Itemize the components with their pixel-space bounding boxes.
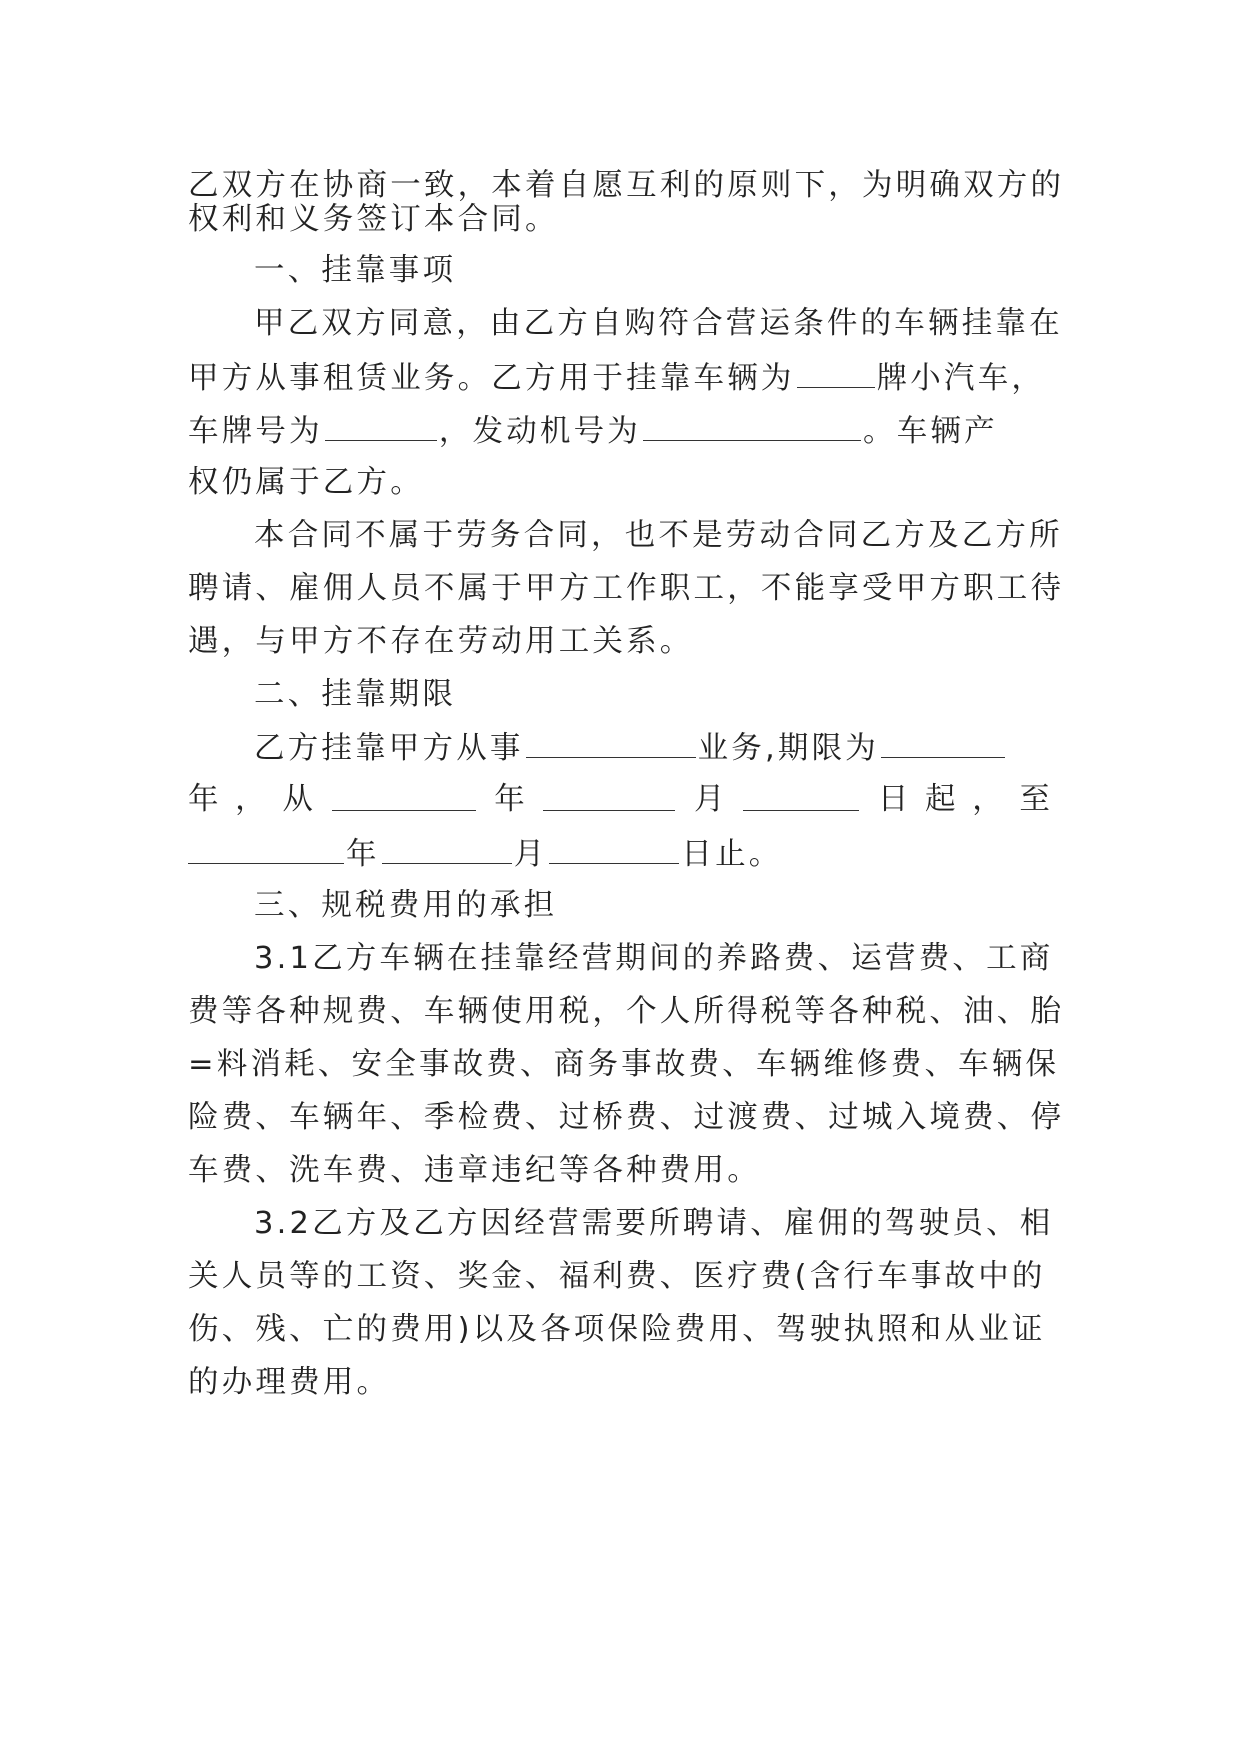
text-line: 权利和义务签订本合同。: [188, 202, 559, 237]
text-line: [188, 780, 1050, 820]
text-segment: ，发动机号为: [438, 414, 642, 449]
text-segment: ，: [972, 782, 1003, 817]
text-segment: 年: [494, 782, 525, 817]
section-heading: 三、规税费用的承担: [254, 888, 558, 923]
text-segment: 业务,期限为: [697, 731, 880, 766]
blank-field: [743, 780, 859, 811]
text-line: 权仍属于乙方。: [188, 465, 424, 500]
blank-field: [643, 410, 861, 441]
blank-field: [382, 833, 512, 864]
text-line: [254, 727, 1007, 767]
text-segment: 起: [925, 782, 956, 817]
text-segment: 牌小汽车，: [876, 361, 1046, 396]
text-segment: 月: [513, 837, 548, 872]
blank-field: [881, 727, 1005, 758]
text-segment: 月: [694, 782, 725, 817]
text-line: 甲乙双方同意，由乙方自购符合营运条件的车辆挂靠在: [254, 306, 1063, 341]
text-segment: 日: [877, 782, 909, 817]
section-heading: 二、挂靠期限: [254, 677, 457, 712]
text-segment: ，: [235, 782, 266, 817]
text-segment: 从: [282, 782, 313, 817]
text-line: 3.2乙方及乙方因经营需要所聘请、雇佣的驾驶员、相: [254, 1206, 1054, 1241]
text-segment: 至: [1019, 782, 1050, 817]
text-line: 聘请、雇佣人员不属于甲方工作职工，不能享受甲方职工待: [188, 571, 1065, 606]
text-line: 车费、洗车费、违章违纪等各种费用。: [188, 1153, 761, 1188]
blank-field: [332, 780, 476, 811]
text-segment: 。车辆产: [863, 414, 998, 449]
text-line: 本合同不属于劳务合同，也不是劳动合同乙方及乙方所: [254, 518, 1063, 553]
text-segment: 乙方挂靠甲方从事: [254, 731, 524, 766]
text-line: [188, 833, 783, 873]
text-line: [188, 357, 1045, 397]
section-heading: 一、挂靠事项: [254, 253, 457, 288]
text-segment: 年: [188, 782, 219, 817]
text-segment: 甲方从事租赁业务。乙方用于挂靠车辆为: [188, 361, 795, 396]
blank-field: [543, 780, 675, 811]
blank-field: [526, 727, 696, 758]
text-line: [188, 410, 998, 450]
text-line: 遇，与甲方不存在劳动用工关系。: [188, 624, 694, 659]
text-line: 的办理费用。: [188, 1365, 391, 1400]
text-line: 3.1乙方车辆在挂靠经营期间的养路费、运营费、工商: [254, 941, 1054, 976]
blank-field: [797, 357, 875, 388]
text-segment: 年: [346, 837, 380, 872]
text-line: 关人员等的工资、奖金、福利费、医疗费(含行车事故中的: [188, 1259, 1046, 1294]
text-line: 乙双方在协商一致，本着自愿互利的原则下，为明确双方的: [188, 168, 1065, 203]
text-line: 伤、残、亡的费用)以及各项保险费用、驾驶执照和从业证: [188, 1312, 1046, 1347]
blank-field: [549, 833, 679, 864]
text-line: 险费、车辆年、季检费、过桥费、过渡费、过城入境费、停: [188, 1100, 1065, 1135]
blank-field: [325, 410, 437, 441]
text-segment: 车牌号为: [188, 414, 323, 449]
blank-field: [188, 833, 344, 864]
text-segment: 日止。: [681, 837, 783, 872]
text-line: 费等各种规费、车辆使用税，个人所得税等各种税、油、胎: [188, 994, 1065, 1029]
text-line: =料消耗、安全事故费、商务事故费、车辆维修费、车辆保: [188, 1047, 1060, 1082]
